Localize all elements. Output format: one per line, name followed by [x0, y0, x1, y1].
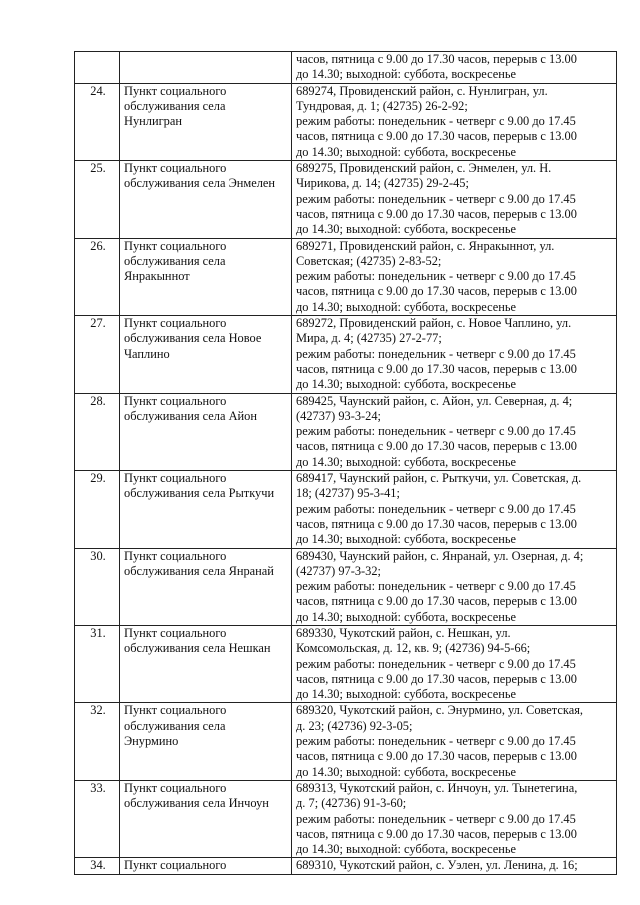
info-line: 689425, Чаунский район, с. Айон, ул. Северная, д. 4; [296, 393, 573, 408]
address-and-schedule [292, 625, 617, 702]
info-line: часов, пятница с 9.00 до 17.30 часов, перерыв с 13.00 [296, 749, 577, 764]
info-line: до 14.30; выходной: суббота, воскресенье [296, 377, 517, 392]
info-line: режим работы: понедельник - четверг с 9.00 до 17.45 [296, 579, 576, 594]
address-and-schedule [292, 703, 617, 780]
service-points-table [74, 51, 617, 875]
address-and-schedule [292, 52, 617, 84]
table-row [75, 161, 617, 238]
info-line: 689320, Чукотский район, с. Энурмино, ул. Советская, [296, 703, 583, 718]
name-line: Пункт социального [124, 780, 227, 795]
info-line: Тундровая, д. 1; (42735) 26-2-92; [296, 98, 468, 113]
info-line: часов, пятница с 9.00 до 17.30 часов, перерыв с 13.00 [296, 594, 577, 609]
name-line: Чаплино [124, 346, 170, 361]
info-line: 689417, Чаунский район, с. Рыткучи, ул. Советская, д. [296, 471, 582, 486]
address-and-schedule [292, 83, 617, 160]
table-body [75, 52, 617, 875]
row-number: 30. [75, 548, 120, 625]
info-line: Мира, д. 4; (42735) 27-2-77; [296, 331, 442, 346]
table-row [75, 703, 617, 780]
info-line: часов, пятница с 9.00 до 17.30 часов, перерыв с 13.00 [296, 206, 577, 221]
name-line: Пункт социального [124, 238, 227, 253]
info-line: 18; (42737) 95-3-41; [296, 486, 400, 501]
info-line: часов, пятница с 9.00 до 17.30 часов, перерыв с 13.00 [296, 826, 577, 841]
table-row [75, 393, 617, 470]
info-line: Комсомольская, д. 12, кв. 9; (42736) 94-5-66; [296, 641, 531, 656]
service-point-name [120, 393, 292, 470]
info-line: д. 23; (42736) 92-3-05; [296, 718, 413, 733]
table-row [75, 780, 617, 857]
service-point-name [120, 238, 292, 315]
service-point-name [120, 858, 292, 874]
info-line: 689272, Провиденский район, с. Новое Чаплино, ул. [296, 316, 572, 331]
info-line: часов, пятница с 9.00 до 17.30 часов, перерыв с 13.00 [296, 516, 577, 531]
address-and-schedule [292, 316, 617, 393]
info-line: режим работы: понедельник - четверг с 9.00 до 17.45 [296, 501, 576, 516]
name-line: обслуживания села [124, 718, 226, 733]
info-line: 689330, Чукотский район, с. Нешкан, ул. [296, 625, 511, 640]
name-line: обслуживания села Энмелен [124, 176, 276, 191]
info-line: до 14.30; выходной: суббота, воскресенье [296, 842, 517, 857]
info-line: до 14.30; выходной: суббота, воскресенье [296, 687, 517, 702]
info-line: до 14.30; выходной: суббота, воскресенье [296, 764, 517, 779]
row-number [75, 52, 120, 84]
info-line: 689271, Провиденский район, с. Янракыннот, ул. [296, 238, 555, 253]
table-row [75, 83, 617, 160]
row-number: 26. [75, 238, 120, 315]
info-line: 689310, Чукотский район, с. Уэлен, ул. Ленина, д. 16; [296, 858, 578, 873]
address-and-schedule [292, 780, 617, 857]
info-line: д. 7; (42736) 91-3-60; [296, 796, 407, 811]
name-line: обслуживания села Рыткучи [124, 486, 275, 501]
info-line: режим работы: понедельник - четверг с 9.00 до 17.45 [296, 191, 576, 206]
name-line: Нунлигран [124, 114, 182, 129]
name-line: Пункт социального [124, 161, 227, 176]
address-and-schedule [292, 471, 617, 548]
info-line: часов, пятница с 9.00 до 17.30 часов, перерыв с 13.00 [296, 52, 577, 66]
name-line: Янракыннот [124, 269, 190, 284]
info-line: до 14.30; выходной: суббота, воскресенье [296, 299, 517, 314]
name-line: обслуживания села Новое [124, 331, 262, 346]
service-point-name [120, 83, 292, 160]
name-line: Пункт социального [124, 471, 227, 486]
info-line: до 14.30; выходной: суббота, воскресенье [296, 67, 517, 82]
info-line: режим работы: понедельник - четверг с 9.00 до 17.45 [296, 424, 576, 439]
name-line: обслуживания села Айон [124, 408, 257, 423]
info-line: 689275, Провиденский район, с. Энмелен, ул. Н. [296, 161, 552, 176]
table-row [75, 316, 617, 393]
info-line: (42737) 93-3-24; [296, 408, 381, 423]
name-line: Пункт социального [124, 83, 227, 98]
info-line: до 14.30; выходной: суббота, воскресенье [296, 609, 517, 624]
info-line: часов, пятница с 9.00 до 17.30 часов, перерыв с 13.00 [296, 129, 577, 144]
service-point-name [120, 548, 292, 625]
info-line: 689274, Провиденский район, с. Нунлигран, ул. [296, 83, 548, 98]
row-number: 24. [75, 83, 120, 160]
info-line: режим работы: понедельник - четверг с 9.00 до 17.45 [296, 346, 576, 361]
info-line: до 14.30; выходной: суббота, воскресенье [296, 532, 517, 547]
name-line: обслуживания села Нешкан [124, 641, 271, 656]
row-number: 32. [75, 703, 120, 780]
info-line: 689313, Чукотский район, с. Инчоун, ул. Тынетегина, [296, 780, 578, 795]
row-number: 27. [75, 316, 120, 393]
table-row [75, 471, 617, 548]
table-row [75, 238, 617, 315]
info-line: часов, пятница с 9.00 до 17.30 часов, перерыв с 13.00 [296, 284, 577, 299]
info-line: часов, пятница с 9.00 до 17.30 часов, перерыв с 13.00 [296, 361, 577, 376]
info-line: (42737) 97-3-32; [296, 563, 381, 578]
row-number: 31. [75, 625, 120, 702]
name-line: Пункт социального [124, 548, 227, 563]
name-line: Пункт социального [124, 316, 227, 331]
info-line: часов, пятница с 9.00 до 17.30 часов, перерыв с 13.00 [296, 439, 577, 454]
row-number: 33. [75, 780, 120, 857]
row-number: 34. [75, 858, 120, 874]
name-line: обслуживания села [124, 98, 226, 113]
info-line: Советская; (42735) 2-83-52; [296, 253, 442, 268]
address-and-schedule [292, 858, 617, 874]
service-point-name [120, 52, 292, 84]
table-row [75, 548, 617, 625]
service-point-name [120, 625, 292, 702]
info-line: режим работы: понедельник - четверг с 9.00 до 17.45 [296, 114, 576, 129]
address-and-schedule [292, 238, 617, 315]
name-line: Пункт социального [124, 393, 227, 408]
name-line: Пункт социального [124, 858, 227, 873]
service-point-name [120, 703, 292, 780]
table-row [75, 858, 617, 874]
info-line: до 14.30; выходной: суббота, воскресенье [296, 144, 517, 159]
service-point-name [120, 316, 292, 393]
info-line: 689430, Чаунский район, с. Янранай, ул. Озерная, д. 4; [296, 548, 584, 563]
service-point-name [120, 471, 292, 548]
info-line: режим работы: понедельник - четверг с 9.00 до 17.45 [296, 811, 576, 826]
name-line: обслуживания села [124, 253, 226, 268]
table-row [75, 625, 617, 702]
row-number: 28. [75, 393, 120, 470]
row-number: 25. [75, 161, 120, 238]
table-row [75, 52, 617, 84]
info-line: режим работы: понедельник - четверг с 9.00 до 17.45 [296, 269, 576, 284]
info-line: часов, пятница с 9.00 до 17.30 часов, перерыв с 13.00 [296, 671, 577, 686]
address-and-schedule [292, 393, 617, 470]
name-line: Пункт социального [124, 703, 227, 718]
name-line: Энурмино [124, 734, 179, 749]
address-and-schedule [292, 161, 617, 238]
name-line: Пункт социального [124, 625, 227, 640]
info-line: режим работы: понедельник - четверг с 9.00 до 17.45 [296, 656, 576, 671]
name-line: обслуживания села Янранай [124, 563, 274, 578]
service-point-name [120, 161, 292, 238]
service-point-name [120, 780, 292, 857]
info-line: режим работы: понедельник - четверг с 9.00 до 17.45 [296, 734, 576, 749]
row-number: 29. [75, 471, 120, 548]
info-line: Чирикова, д. 14; (42735) 29-2-45; [296, 176, 469, 191]
address-and-schedule [292, 548, 617, 625]
name-line: обслуживания села Инчоун [124, 796, 269, 811]
info-line: до 14.30; выходной: суббота, воскресенье [296, 222, 517, 237]
info-line: до 14.30; выходной: суббота, воскресенье [296, 454, 517, 469]
